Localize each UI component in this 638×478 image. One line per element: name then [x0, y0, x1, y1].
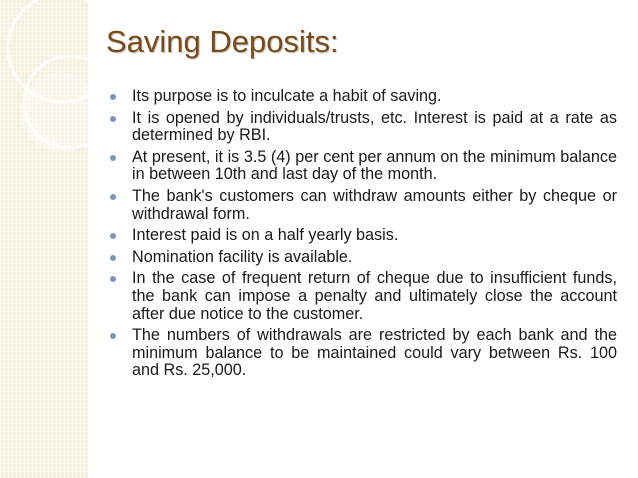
- list-item: [106, 270, 617, 323]
- bullet-text: Its purpose is to inculcate a habit of saving.: [132, 87, 442, 105]
- list-item: [106, 227, 617, 245]
- bullet-dot-icon: [110, 276, 116, 282]
- slide-title: Saving Deposits:: [106, 24, 339, 59]
- list-item: [106, 188, 617, 223]
- list-item: [106, 249, 617, 267]
- bullet-text: It is opened by individuals/trusts, etc. Interest is paid at a rate as determined by RBI.: [132, 108, 617, 145]
- bullet-dot-icon: [110, 233, 116, 239]
- bullet-text: The bank's customers can withdraw amounts either by cheque or withdrawal form.: [132, 186, 617, 223]
- bullet-dot-icon: [110, 116, 116, 122]
- bullet-text: Interest paid is on a half yearly basis.: [132, 226, 399, 245]
- list-item: [106, 149, 617, 184]
- bullet-dot-icon: [110, 255, 116, 261]
- bullet-text: Nomination facility is available.: [132, 247, 353, 266]
- list-item: [106, 110, 617, 145]
- bullet-list: [106, 88, 617, 384]
- bullet-text: At present, it is 3.5 (4) per cent per annum on the minimum balance in between 10th and last day of the month.: [132, 147, 617, 184]
- bullet-dot-icon: [110, 155, 116, 161]
- bullet-text: The numbers of withdrawals are restricted by each bank and the minimum balance to be maintained could vary between Rs. 100 and Rs. 25,000.: [132, 326, 617, 380]
- bullet-dot-icon: [110, 194, 116, 200]
- list-item: [106, 327, 617, 380]
- bullet-text: In the case of frequent return of cheque due to insufficient funds, the bank can impose a penalty and ultimately close the account after due notice to the customer.: [132, 269, 617, 323]
- bullet-dot-icon: [110, 333, 116, 339]
- list-item: [106, 88, 617, 106]
- bullet-dot-icon: [110, 94, 116, 100]
